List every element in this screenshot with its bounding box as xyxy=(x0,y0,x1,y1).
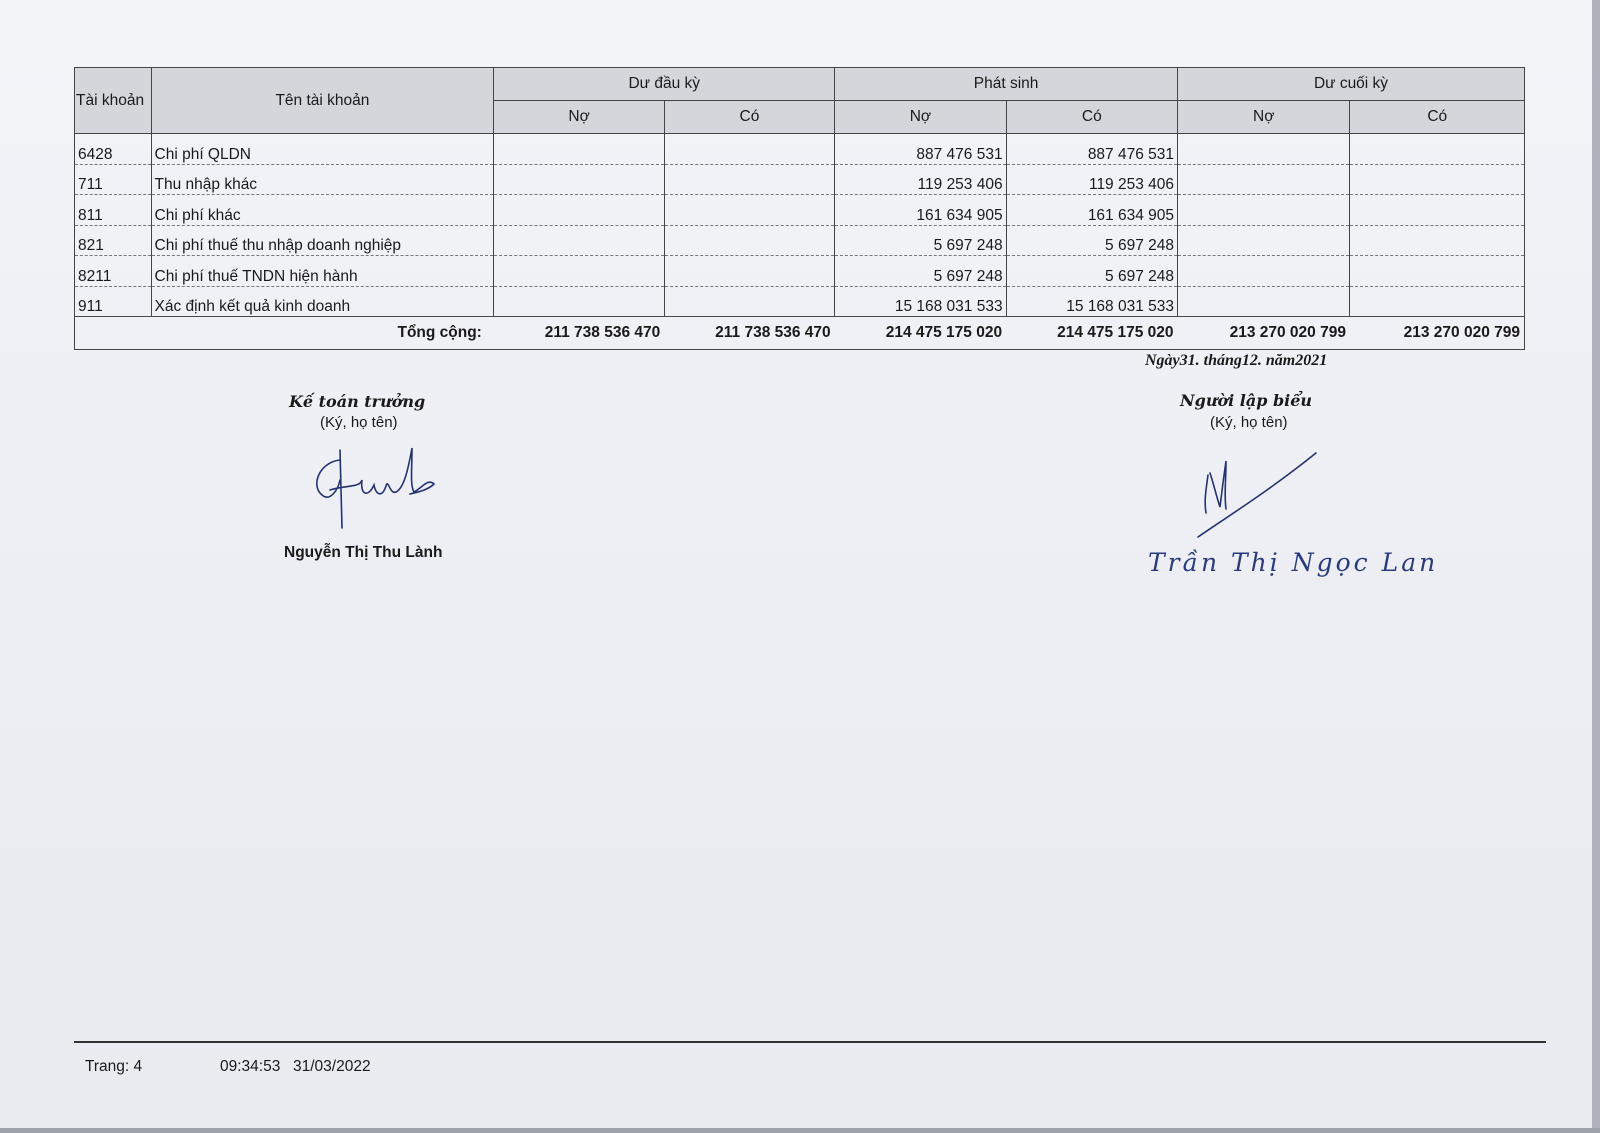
closing-credit xyxy=(1350,225,1525,256)
account-name: Chi phí QLDN xyxy=(151,134,494,165)
closing-debit xyxy=(1178,225,1350,256)
opening-debit xyxy=(494,134,664,165)
table-row xyxy=(75,256,1525,287)
header-opening-debit: Nợ xyxy=(494,101,664,134)
scan-edge-right xyxy=(1592,0,1600,1133)
closing-debit xyxy=(1178,286,1350,317)
header-movement-debit: Nợ xyxy=(835,101,1006,134)
header-opening-balance: Dư đầu kỳ xyxy=(494,68,835,101)
closing-credit xyxy=(1350,195,1525,226)
account-code: 711 xyxy=(75,164,152,195)
account-code: 8211 xyxy=(75,256,152,287)
total-closing-credit: 213 270 020 799 xyxy=(1350,317,1525,350)
account-code: 911 xyxy=(75,286,152,317)
movement-credit: 5 697 248 xyxy=(1006,256,1177,287)
chief-accountant-name: Nguyễn Thị Thu Lành xyxy=(284,544,443,561)
closing-debit xyxy=(1178,164,1350,195)
account-name: Chi phí thuế TNDN hiện hành xyxy=(151,256,494,287)
preparer-handwritten-name: Trần Thị Ngọc Lan xyxy=(1148,548,1439,577)
preparer-title: Người lập biểu xyxy=(1180,391,1313,410)
total-opening-credit: 211 738 536 470 xyxy=(664,317,834,350)
movement-debit: 161 634 905 xyxy=(835,195,1006,226)
movement-debit: 119 253 406 xyxy=(835,164,1006,195)
account-code: 821 xyxy=(75,225,152,256)
header-movement-credit: Có xyxy=(1006,101,1177,134)
total-movement-debit: 214 475 175 020 xyxy=(835,317,1006,350)
closing-credit xyxy=(1350,286,1525,317)
closing-debit xyxy=(1178,256,1350,287)
table-row xyxy=(75,164,1525,195)
movement-credit: 887 476 531 xyxy=(1006,134,1177,165)
account-code: 6428 xyxy=(75,134,152,165)
movement-debit: 887 476 531 xyxy=(835,134,1006,165)
header-closing-credit: Có xyxy=(1350,101,1525,134)
header-movement: Phát sinh xyxy=(835,68,1178,101)
opening-credit xyxy=(664,256,834,287)
movement-credit: 15 168 031 533 xyxy=(1006,286,1177,317)
movement-debit: 5 697 248 xyxy=(835,256,1006,287)
table-row xyxy=(75,134,1525,165)
print-time: 09:34:53 xyxy=(220,1058,281,1075)
opening-credit xyxy=(664,286,834,317)
scan-edge-bottom xyxy=(0,1128,1600,1133)
chief-accountant-subtitle: (Ký, họ tên) xyxy=(320,414,398,431)
header-closing-balance: Dư cuối kỳ xyxy=(1178,68,1525,101)
footer-divider xyxy=(74,1041,1546,1043)
header-account-name: Tên tài khoản xyxy=(151,68,494,134)
movement-debit: 15 168 031 533 xyxy=(835,286,1006,317)
account-name: Thu nhập khác xyxy=(151,164,494,195)
preparer-signature xyxy=(1190,445,1350,545)
closing-debit xyxy=(1178,134,1350,165)
print-date: 31/03/2022 xyxy=(293,1058,371,1075)
closing-credit xyxy=(1350,256,1525,287)
total-label: Tổng cộng: xyxy=(75,317,494,350)
closing-debit xyxy=(1178,195,1350,226)
opening-credit xyxy=(664,195,834,226)
account-name: Chi phí khác xyxy=(151,195,494,226)
preparer-subtitle: (Ký, họ tên) xyxy=(1210,414,1288,431)
header-closing-debit: Nợ xyxy=(1178,101,1350,134)
opening-debit xyxy=(494,225,664,256)
opening-credit xyxy=(664,134,834,165)
header-opening-credit: Có xyxy=(664,101,834,134)
total-row xyxy=(75,317,1525,350)
total-movement-credit: 214 475 175 020 xyxy=(1006,317,1177,350)
opening-credit xyxy=(664,225,834,256)
total-closing-debit: 213 270 020 799 xyxy=(1178,317,1350,350)
table-row xyxy=(75,286,1525,317)
opening-debit xyxy=(494,164,664,195)
report-date: Ngày31. tháng12. năm2021 xyxy=(1145,352,1328,369)
account-name: Xác định kết quả kinh doanh xyxy=(151,286,494,317)
chief-accountant-title: Kế toán trưởng xyxy=(289,392,426,411)
movement-debit: 5 697 248 xyxy=(835,225,1006,256)
header-account: Tài khoản xyxy=(75,68,152,134)
movement-credit: 5 697 248 xyxy=(1006,225,1177,256)
opening-debit xyxy=(494,286,664,317)
total-opening-debit: 211 738 536 470 xyxy=(494,317,664,350)
table-row xyxy=(75,195,1525,226)
movement-credit: 119 253 406 xyxy=(1006,164,1177,195)
table-row xyxy=(75,225,1525,256)
opening-credit xyxy=(664,164,834,195)
closing-credit xyxy=(1350,134,1525,165)
movement-credit: 161 634 905 xyxy=(1006,195,1177,226)
opening-debit xyxy=(494,256,664,287)
closing-credit xyxy=(1350,164,1525,195)
chief-accountant-signature xyxy=(300,440,460,530)
opening-debit xyxy=(494,195,664,226)
account-code: 811 xyxy=(75,195,152,226)
account-name: Chi phí thuế thu nhập doanh nghiệp xyxy=(151,225,494,256)
page-number: Trang: 4 xyxy=(85,1058,143,1075)
trial-balance-table xyxy=(74,67,1525,350)
